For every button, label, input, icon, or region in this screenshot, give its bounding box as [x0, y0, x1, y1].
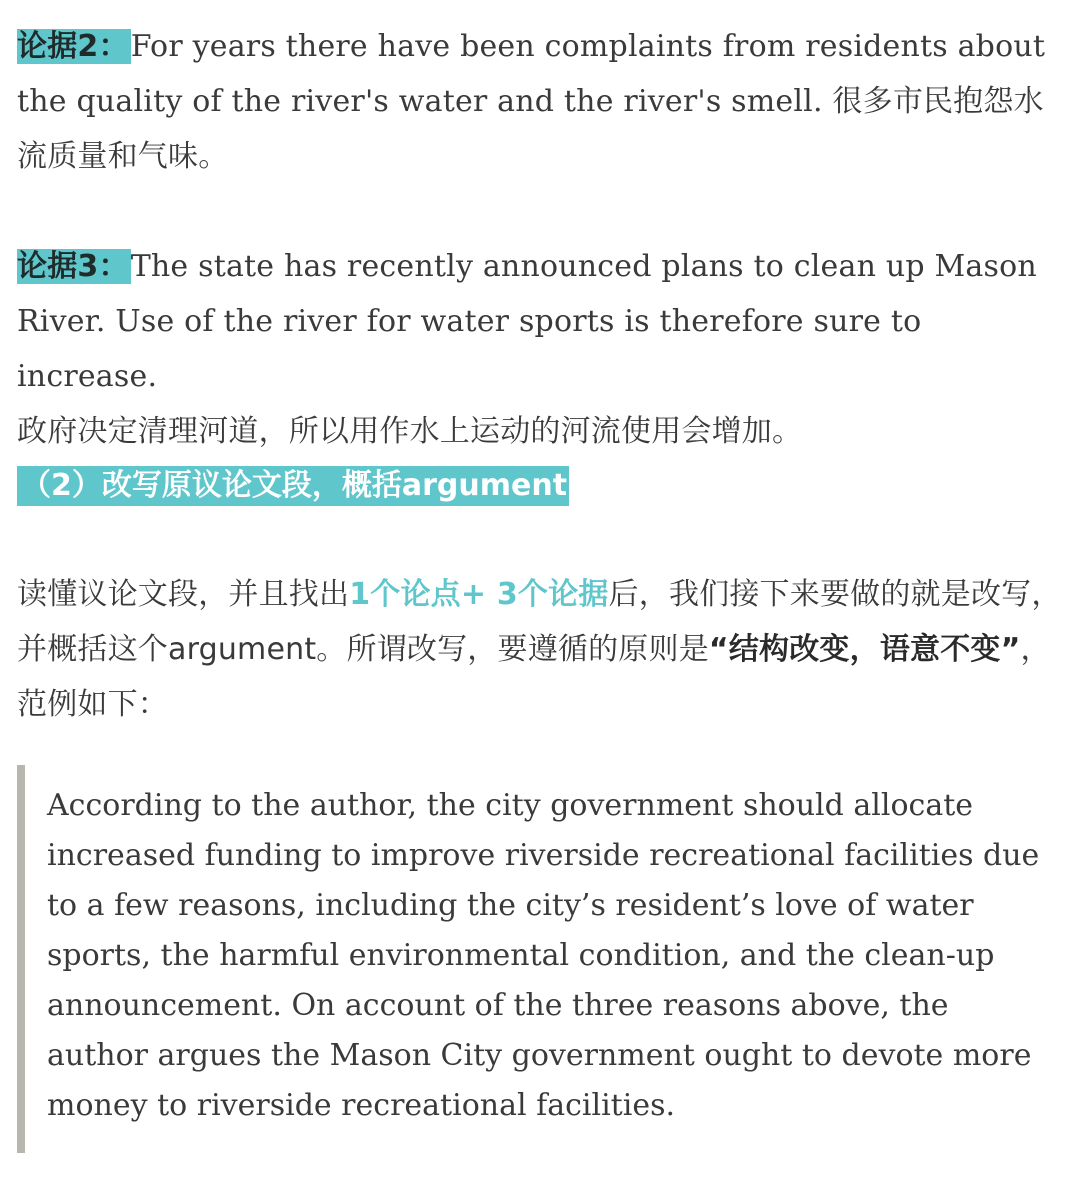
- instruction-emphasis: “结构改变，语意不变”: [708, 632, 1021, 667]
- evidence-3-paragraph: [17, 239, 1065, 459]
- instruction-part-2: 后，我们接下来要做的就是改写，并概括这个argument。所谓改写，要遵循的原则是: [17, 577, 1062, 667]
- example-text: According to the author, the city government should allocate increased funding to improve riverside recreational facilities due to a few reasons, including the city’s resident’s love of water sports, the harmful environmental condition, and the clean-up announcement. On account of the three reasons above, the author argues the Mason City government ought to devote more money to riverside recreational facilities.: [47, 788, 1040, 1123]
- instruction-paragraph: [17, 567, 1065, 732]
- example-blockquote: [17, 765, 1065, 1153]
- evidence-3-english: The state has recently announced plans to clean up Mason River. Use of the river for water sports is therefore sure to increase.: [17, 249, 1037, 394]
- evidence-2-chinese: 很多市民抱怨水流质量和气味。: [17, 84, 1044, 174]
- instruction-part-1: 读懂议论文段，并且找出: [17, 577, 350, 612]
- evidence-3-chinese: 政府决定清理河道，所以用作水上运动的河流使用会增加。: [17, 414, 803, 449]
- instruction-part-3: ，范例如下：: [17, 632, 1051, 722]
- evidence-2-english: For years there have been complaints from residents about the quality of the river's water and the river's smell.: [17, 29, 1046, 119]
- evidence-2-paragraph: [17, 19, 1065, 184]
- section-heading: （2）改写原议论文段，概括argument: [17, 466, 569, 506]
- evidence-3-tag: 论据3：: [17, 249, 129, 284]
- evidence-2-tag: 论据2：: [17, 29, 129, 64]
- instruction-highlight: 1个论点+ 3个论据: [349, 577, 609, 612]
